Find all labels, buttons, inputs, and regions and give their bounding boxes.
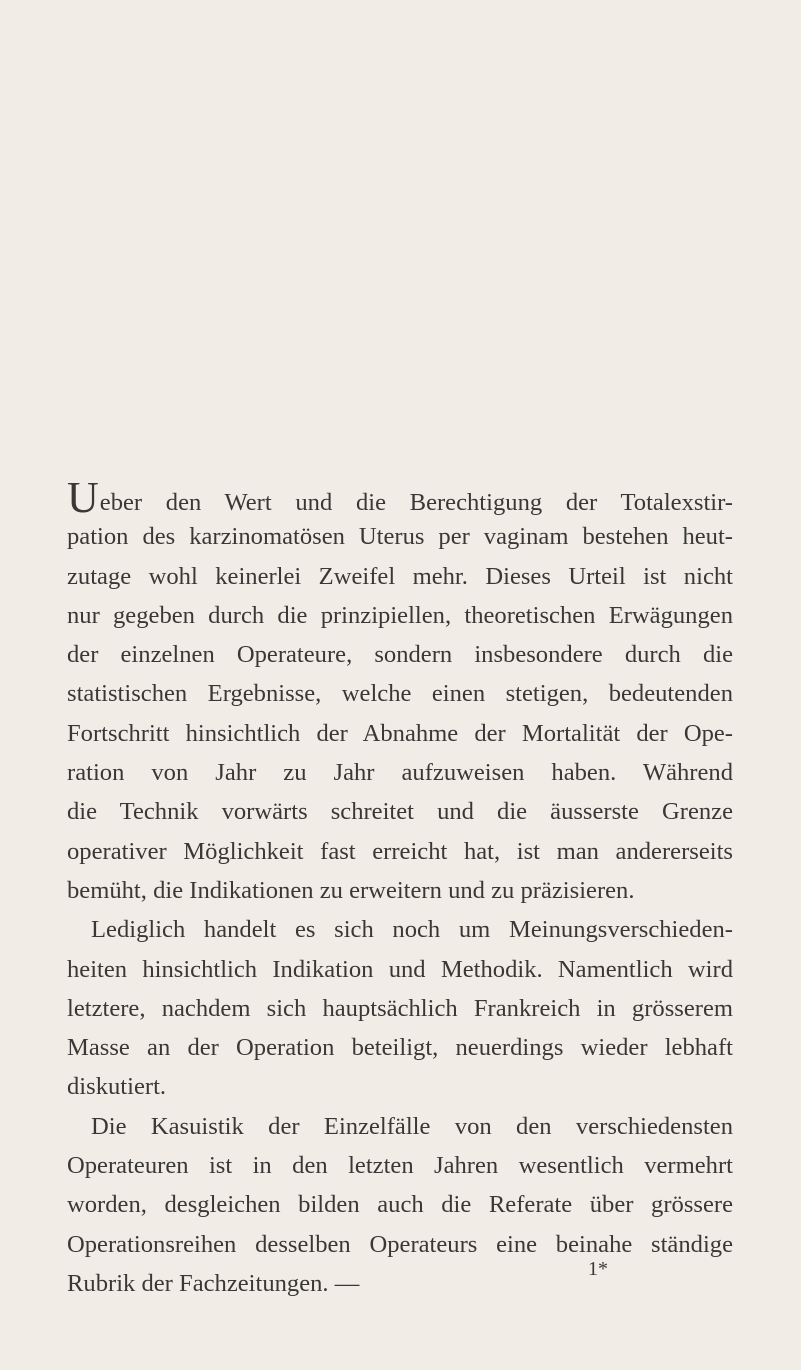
page-number: 1* bbox=[588, 1258, 608, 1280]
text-line-16: diskutiert. bbox=[67, 1073, 167, 1101]
text-line-21: Rubrik der Fachzeitungen. — bbox=[67, 1269, 360, 1297]
text-line-1 bbox=[67, 473, 733, 522]
drop-cap: U bbox=[67, 473, 99, 522]
text-line-19: worden, desgleichen bilden auch die Referate über grössere bbox=[67, 1191, 733, 1219]
text-line-6: statistischen Ergebnisse, welche einen stetigen, bedeutenden bbox=[67, 680, 733, 708]
text-line-7: Fortschritt hinsichtlich der Abnahme der Mortalität der Ope- bbox=[67, 719, 733, 747]
text-line-8: ration von Jahr zu Jahr aufzuweisen haben. Während bbox=[67, 759, 733, 787]
text-line-4: nur gegeben durch die prinzipiellen, theoretischen Erwägungen bbox=[67, 601, 733, 629]
text-line-13: heiten hinsichtlich Indikation und Methodik. Namentlich wird bbox=[67, 955, 733, 983]
text-line-2: pation des karzinomatösen Uterus per vaginam bestehen heut- bbox=[67, 523, 733, 551]
body-text bbox=[67, 473, 733, 1303]
text-line-3: zutage wohl keinerlei Zweifel mehr. Dieses Urteil ist nicht bbox=[67, 562, 733, 590]
text-line-18: Operateuren ist in den letzten Jahren wesentlich vermehrt bbox=[67, 1152, 733, 1180]
text-line-15: Masse an der Operation beteiligt, neuerdings wieder lebhaft bbox=[67, 1034, 733, 1062]
text-line-12: Lediglich handelt es sich noch um Meinungsverschieden- bbox=[91, 916, 733, 944]
text-line-17: Die Kasuistik der Einzelfälle von den verschiedensten bbox=[91, 1112, 733, 1140]
text-line-1-rest: eber den Wert und die Berechtigung der Totalexstir- bbox=[99, 489, 733, 516]
text-line-5: der einzelnen Operateure, sondern insbesondere durch die bbox=[67, 641, 733, 669]
text-line-20: Operationsreihen desselben Operateurs eine beinahe ständige bbox=[67, 1230, 733, 1258]
text-line-10: operativer Möglichkeit fast erreicht hat, ist man andererseits bbox=[67, 837, 733, 865]
text-line-14: letztere, nachdem sich hauptsächlich Frankreich in grösserem bbox=[67, 994, 733, 1022]
text-line-11: bemüht, die Indikationen zu erweitern und zu präzisieren. bbox=[67, 876, 635, 904]
text-line-9: die Technik vorwärts schreitet und die äusserste Grenze bbox=[67, 798, 733, 826]
